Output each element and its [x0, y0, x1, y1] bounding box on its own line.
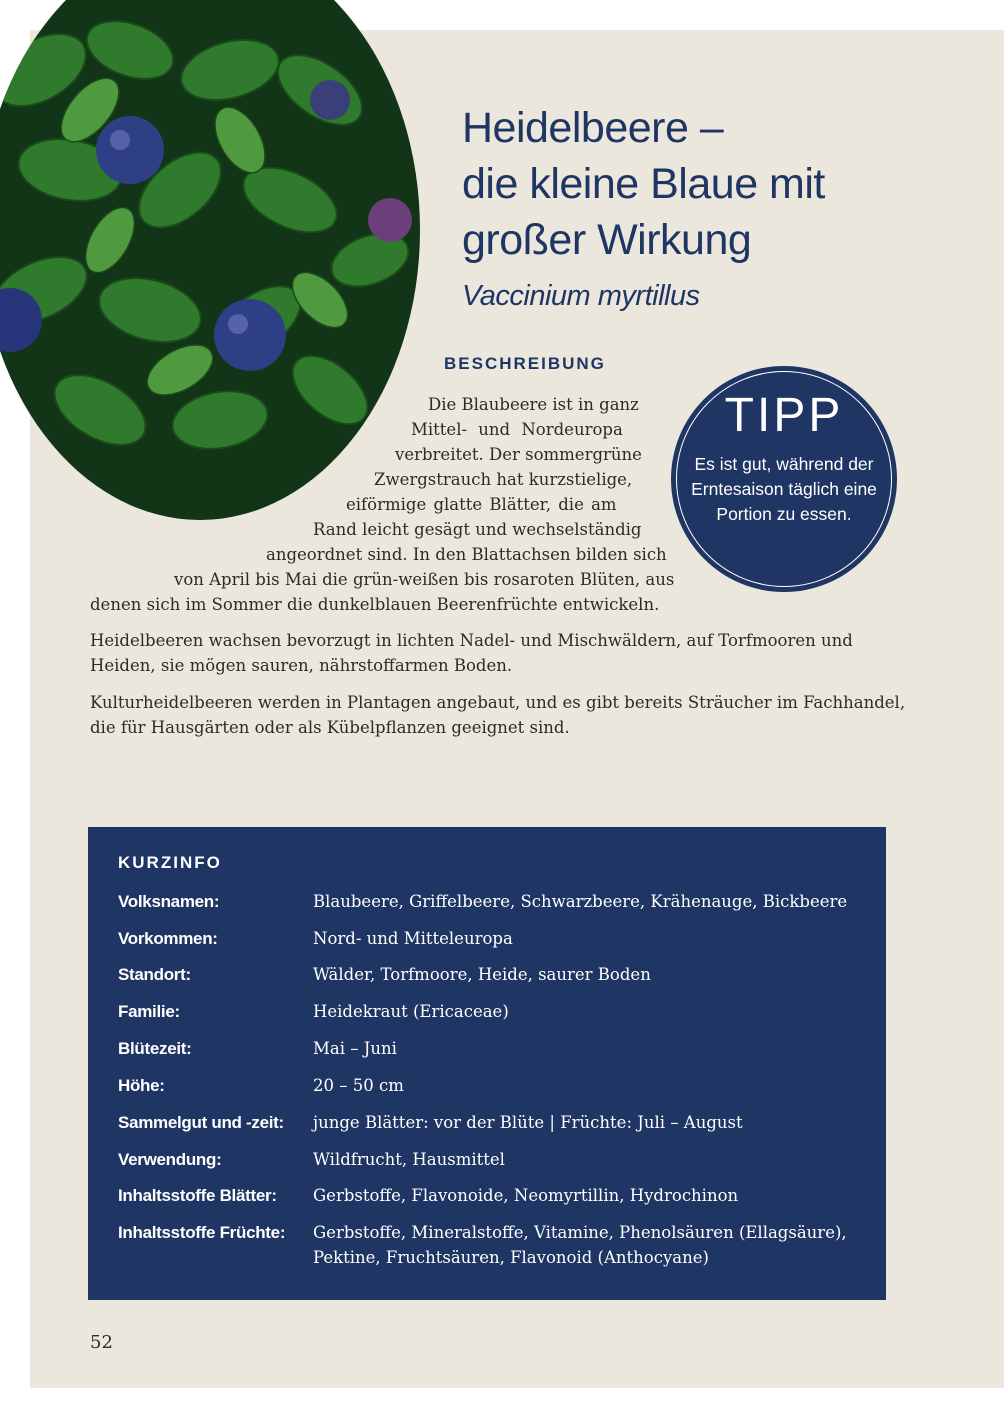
kurzinfo-label: Volksnamen:: [118, 892, 220, 911]
description-line: verbreitet. Der sommergrüne: [395, 445, 642, 464]
kurzinfo-value: Gerbstoffe, Flavonoide, Neomyrtillin, Hydrochinon: [313, 1186, 739, 1205]
paragraph: Heidelbeeren wachsen bevorzugt in lichten Nadel- und Mischwäldern, auf Torfmooren und Heiden, sie mögen sauren, nährstoffarmen Boden.: [90, 631, 853, 675]
kurzinfo-box: [88, 827, 886, 1300]
kurzinfo-value: Nord- und Mitteleuropa: [313, 929, 513, 948]
description-line: Rand leicht gesägt und wechselständig: [313, 520, 642, 539]
kurzinfo-label: Verwendung:: [118, 1150, 222, 1169]
kurzinfo-label: Inhaltsstoffe Früchte:: [118, 1223, 286, 1242]
description-line: eiförmige glatte Blätter, die am: [346, 495, 617, 514]
kurzinfo-value: 20 – 50 cm: [313, 1076, 404, 1095]
description-line: angeordnet sind. In den Blattachsen bilden sich: [266, 545, 667, 564]
description-line: Zwergstrauch hat kurzstielige,: [374, 470, 633, 489]
kurzinfo-label: Inhaltsstoffe Blätter:: [118, 1186, 277, 1205]
kurzinfo-value: Heidekraut (Ericaceae): [313, 1002, 509, 1021]
kurzinfo-value: Wildfrucht, Hausmittel: [313, 1150, 505, 1169]
description-line: denen sich im Sommer die dunkelblauen Beerenfrüchte entwickeln.: [90, 595, 660, 614]
kurzinfo-label: Standort:: [118, 965, 191, 984]
title-line: die kleine Blaue mit: [462, 160, 825, 208]
latin-name: Vaccinium myrtillus: [462, 280, 700, 312]
kurzinfo-value: Blaubeere, Griffelbeere, Schwarzbeere, Krähenauge, Bickbeere: [313, 892, 848, 911]
kurzinfo-label: Familie:: [118, 1002, 180, 1021]
tip-badge: [671, 366, 897, 592]
kurzinfo-value: Mai – Juni: [313, 1039, 397, 1058]
kurzinfo-title: KURZINFO: [118, 853, 222, 872]
kurzinfo-value: Gerbstoffe, Mineralstoffe, Vitamine, Phenolsäuren (Ellagsäure), Pektine, Fruchtsäuren, Flavonoid (Anthocyane): [313, 1223, 847, 1267]
title-line: großer Wirkung: [462, 216, 752, 264]
kurzinfo-value: Wälder, Torfmoore, Heide, saurer Boden: [313, 965, 651, 984]
kurzinfo-label: Höhe:: [118, 1076, 165, 1095]
kurzinfo-value: junge Blätter: vor der Blüte | Früchte: Juli – August: [313, 1113, 743, 1132]
section-heading-beschreibung: BESCHREIBUNG: [444, 354, 606, 373]
paragraph: Kulturheidelbeeren werden in Plantagen angebaut, und es gibt bereits Sträucher im Fachhandel, die für Hausgärten oder als Kübelpflanzen geeignet sind.: [90, 693, 906, 737]
tip-title: TIPP: [724, 389, 844, 442]
description-line: von April bis Mai die grün-weißen bis rosaroten Blüten, aus: [174, 570, 675, 589]
tip-text: Es ist gut, während der Erntesaison täglich eine Portion zu essen.: [691, 454, 877, 524]
kurzinfo-label: Blütezeit:: [118, 1039, 192, 1058]
kurzinfo-label: Sammelgut und -zeit:: [118, 1113, 284, 1132]
page-number: 52: [90, 1332, 113, 1353]
title-line: Heidelbeere –: [462, 104, 724, 152]
page-title: [462, 100, 982, 268]
description-line: Mittel- und Nordeuropa: [411, 420, 623, 439]
kurzinfo-label: Vorkommen:: [118, 929, 218, 948]
description-line: Die Blaubeere ist in ganz: [428, 395, 639, 414]
